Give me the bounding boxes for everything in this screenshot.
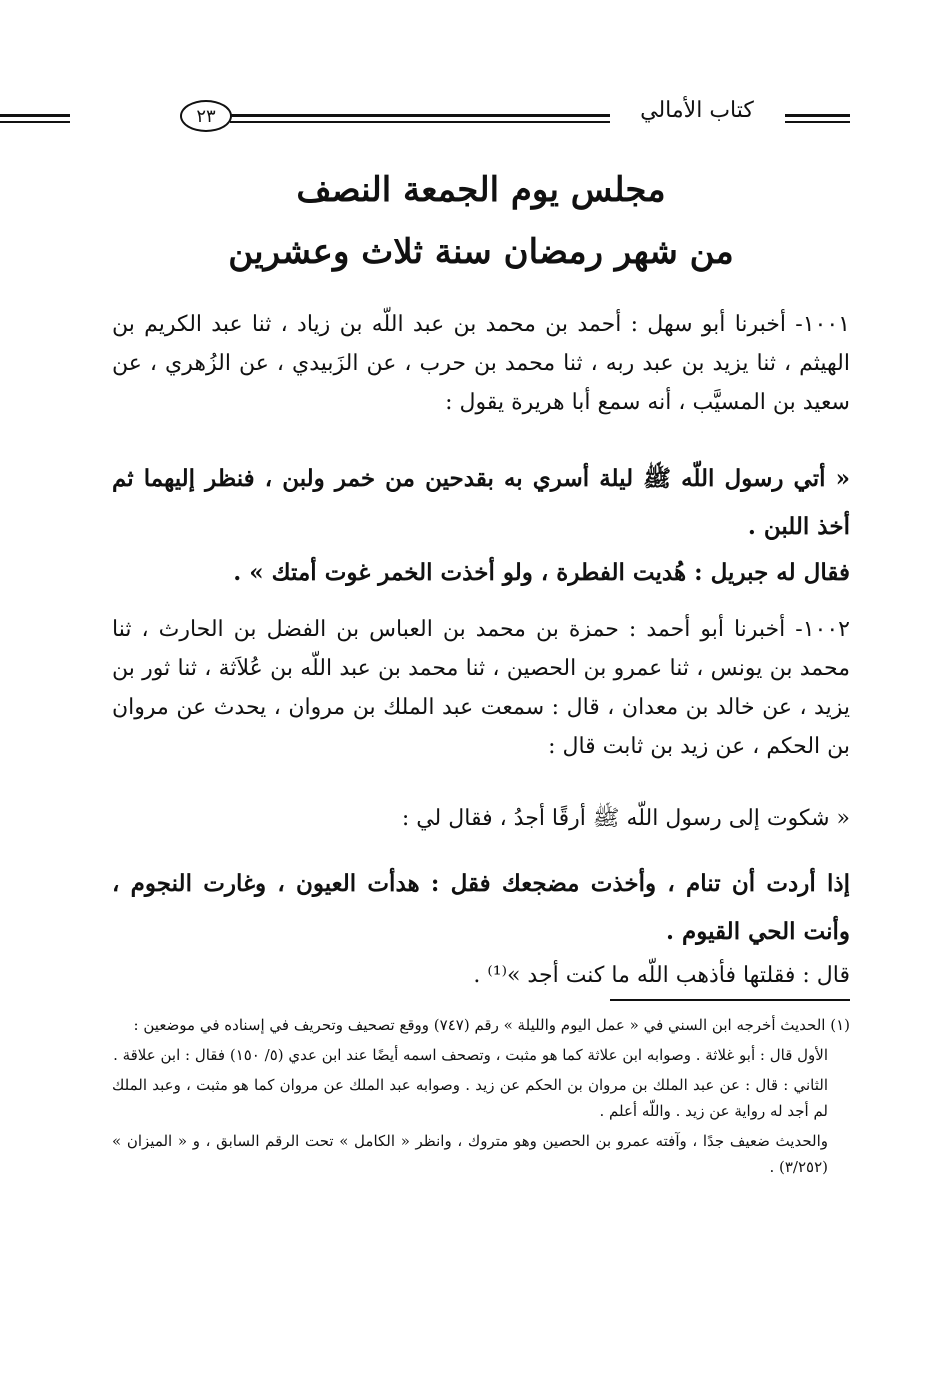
footnote-1: (١) الحديث أخرجه ابن السني في « عمل اليوم والليلة » رقم (٧٤٧) ووقع تصحيف وتحريف في إسناده في موضعين : xyxy=(133,1016,850,1034)
footnotes xyxy=(112,1012,850,1184)
header-rule-middle xyxy=(230,114,610,123)
header-rule-right xyxy=(785,114,850,123)
running-book-title: كتاب الأمالي xyxy=(640,98,754,123)
footnote-separator xyxy=(610,999,850,1001)
hadith-1001-isnad: ١٠٠١- أخبرنا أبو سهل : أحمد بن محمد بن عبد اللّه بن زياد ، ثنا عبد الكريم بن الهيثم ، ثنا يزيد بن عبد ربه ، ثنا محمد بن حرب ، عن الزَبيدي ، عن الزُهري ، عن سعيد بن المسيَّب ، أنه سمع أبا هريرة يقول : xyxy=(112,312,850,415)
hadith-1002-isnad: ١٠٠٢- أخبرنا أبو أحمد : حمزة بن محمد بن العباس بن الفضل بن الحارث ، ثنا محمد بن يونس ، ثنا عمرو بن الحصين ، ثنا محمد بن عبد اللّه بن عُلاَثة ، ثنا ثور بن يزيد ، عن خالد بن معدان ، قال : سمعت عبد الملك بن مروان ، يحدث عن مروان بن الحكم ، عن زيد بن ثابت قال : xyxy=(112,617,850,759)
hadith-1002-intro: « شكوت إلى رسول اللّه ﷺ أرقًا أجدُ ، فقال لي : xyxy=(401,806,850,831)
hadith-1002-text: إذا أردت أن تنام ، وأخذت مضجعك فقل : هدأت العيون ، وغارت النجوم ، وأنت الحي القيوم . xyxy=(112,870,850,945)
session-title: مجلس يوم الجمعة النصف xyxy=(296,170,666,210)
session-subtitle: من شهر رمضان سنة ثلاث وعشرين xyxy=(228,232,734,272)
header-rule-left xyxy=(0,114,70,123)
hadith-1001-text-end: فقال له جبريل : هُديت الفطرة ، ولو أخذت الخمر غوت أمتك » . xyxy=(233,559,850,586)
hadith-1001-text: « أتي رسول اللّه ﷺ ليلة أسري به بقدحين من خمر ولبن ، فنظر إليهما ثم أخذ اللبن . xyxy=(112,465,850,540)
page-number: ٢٣ xyxy=(196,105,216,127)
hadith-1002-end: قال : فقلتها فأذهب اللّه ما كنت أجد »⁽¹⁾ . xyxy=(473,963,850,988)
page-number-badge xyxy=(180,100,232,132)
footnote-1-point-1: الأول قال : أبو غلاثة . وصوابه ابن علاثة كما هو مثبت ، وتصحف اسمه أيضًا عند ابن عدي (٥/ ١٥٠) فقال : ابن علاقة . xyxy=(113,1046,828,1064)
footnote-1-point-2: الثاني : قال : عن عبد الملك بن مروان بن الحكم عن زيد . وصوابه عبد الملك عن مروان كما هو مثبت ، وعبد الملك لم أجد له رواية عن زيد . واللّه أعلم . xyxy=(112,1076,828,1120)
footnote-1-conclusion: والحديث ضعيف جدًا ، وآفته عمرو بن الحصين وهو متروك ، وانظر « الكامل » تحت الرقم السابق ، و « الميزان » (٣/٢٥٢) . xyxy=(112,1132,828,1176)
